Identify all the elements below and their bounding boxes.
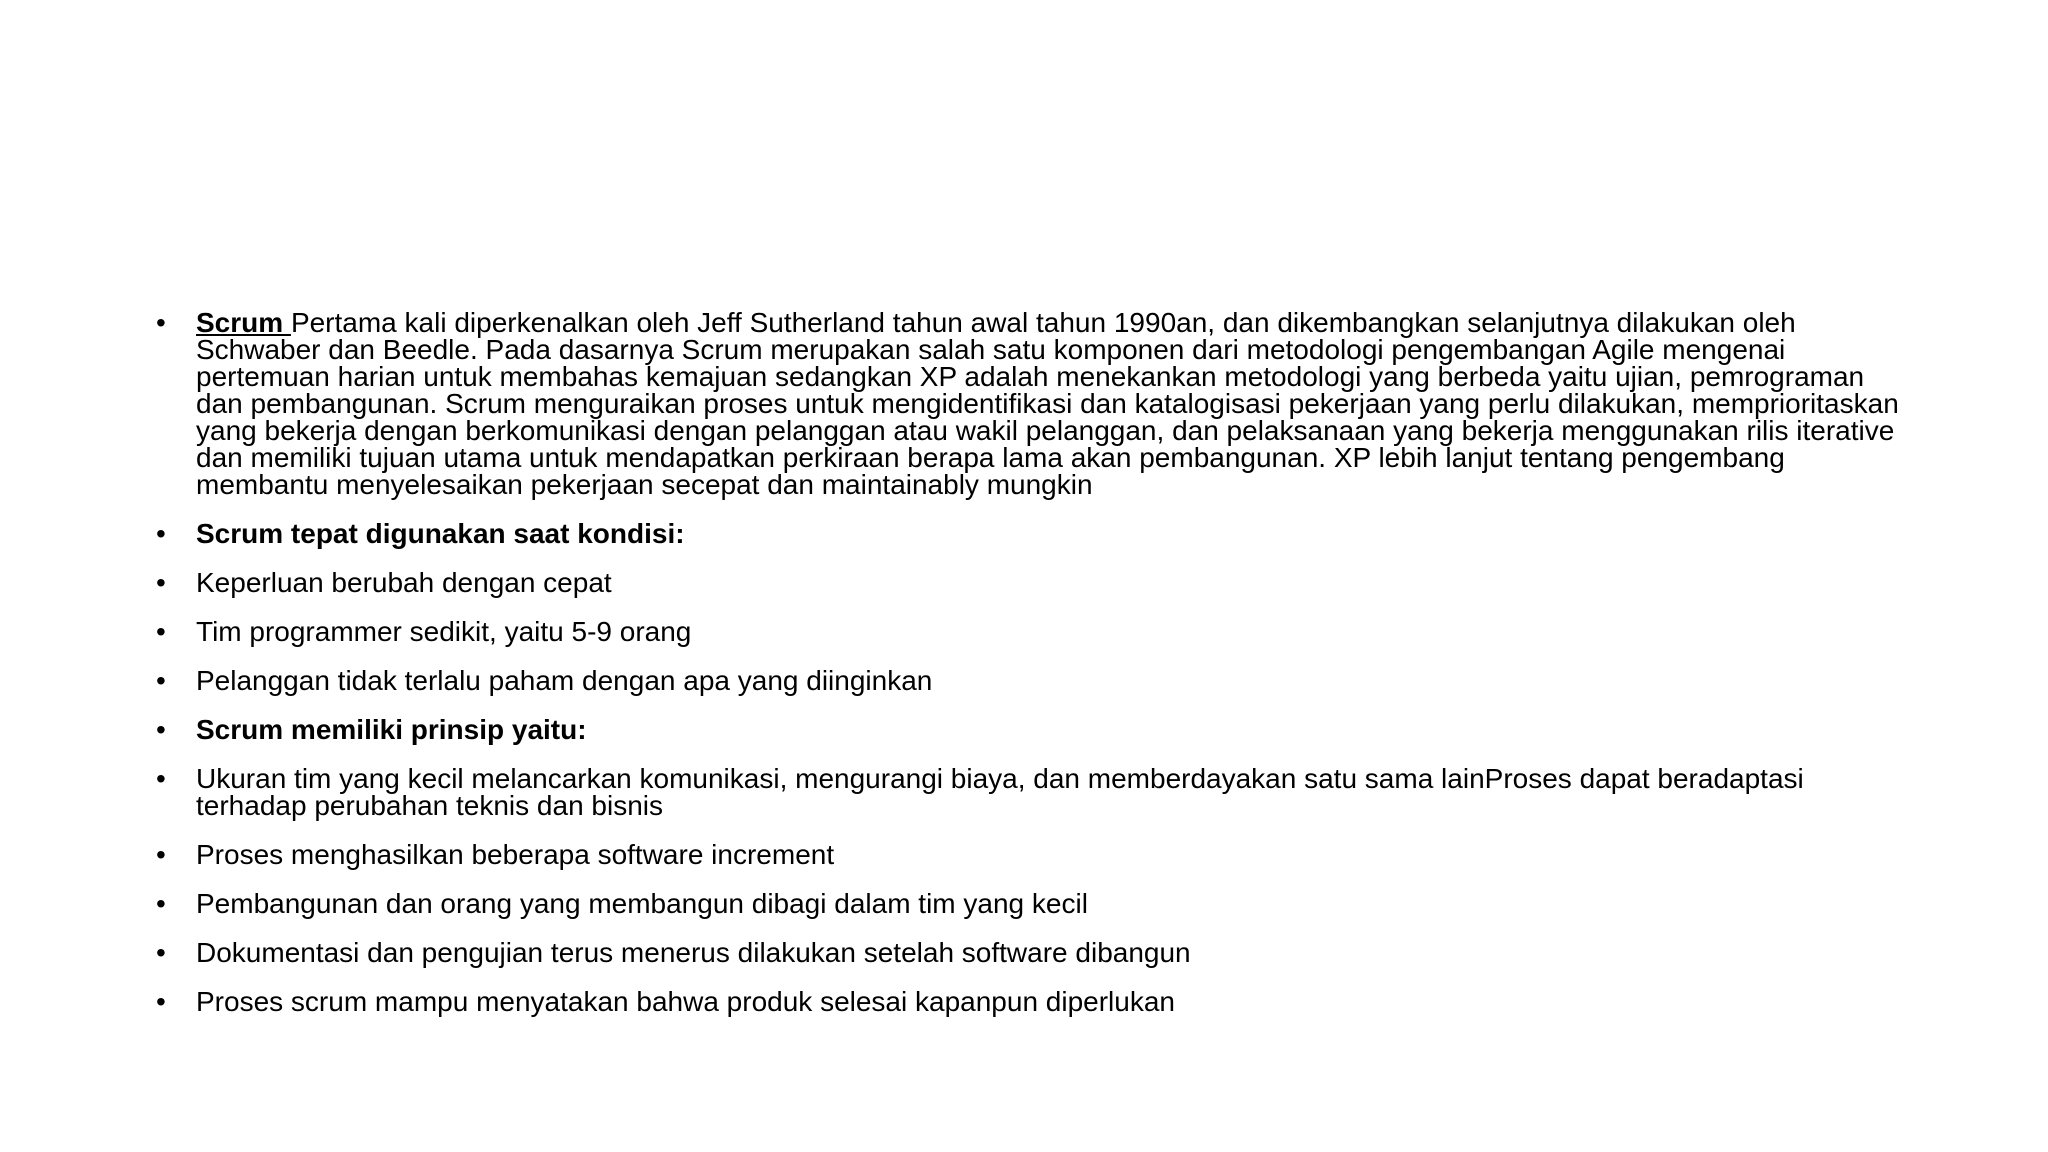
- bullet-list: [152, 309, 1912, 1015]
- bullet-principle: [152, 988, 1912, 1015]
- bullet-dot-icon: •: [156, 888, 166, 919]
- bullet-condition: [152, 569, 1912, 596]
- principle-text: Dokumentasi dan pengujian terus menerus dilakukan setelah software dibangun: [196, 937, 1191, 968]
- slide-body: [152, 309, 1912, 1037]
- bullet-principles-heading: [152, 716, 1912, 743]
- bullet-principle: [152, 939, 1912, 966]
- bullet-dot-icon: •: [156, 665, 166, 696]
- bullet-condition: [152, 667, 1912, 694]
- principle-text: Proses menghasilkan beberapa software increment: [196, 839, 835, 870]
- bullet-dot-icon: •: [156, 839, 166, 870]
- principle-text: Proses scrum mampu menyatakan bahwa produk selesai kapanpun diperlukan: [196, 986, 1175, 1017]
- bullet-dot-icon: •: [156, 986, 166, 1017]
- intro-text: Pertama kali diperkenalkan oleh Jeff Sutherland tahun awal tahun 1990an, dan dikembangkan selanjutnya dilakukan oleh Schwaber dan Beedle. Pada dasarnya Scrum merupakan salah satu komponen dari metodologi pengembangan Agile mengenai pertemuan harian untuk membahas kemajuan sedangkan XP adalah menekankan metodologi yang berbeda yaitu ujian, pemrograman dan pembangunan. Scrum menguraikan proses untuk mengidentifikasi dan katalogisasi pekerjaan yang perlu dilakukan, memprioritaskan yang bekerja dengan berkomunikasi dengan pelanggan atau wakil pelanggan, dan pelaksanaan yang bekerja menggunakan rilis iterative dan memiliki tujuan utama untuk mendapatkan perkiraan berapa lama akan pembangunan. XP lebih lanjut tentang pengembang membantu menyelesaikan pekerjaan secepat dan maintainably mungkin: [196, 307, 1899, 500]
- bullet-dot-icon: •: [156, 518, 166, 549]
- bullet-dot-icon: •: [156, 763, 166, 794]
- principle-text: Ukuran tim yang kecil melancarkan komunikasi, mengurangi biaya, dan memberdayakan satu sama lainProses dapat beradaptasi terhadap perubahan teknis dan bisnis: [196, 763, 1804, 821]
- bullet-principle: [152, 890, 1912, 917]
- condition-text: Tim programmer sedikit, yaitu 5-9 orang: [196, 616, 692, 647]
- bullet-condition: [152, 618, 1912, 645]
- bullet-principle: [152, 765, 1912, 819]
- condition-text: Keperluan berubah dengan cepat: [196, 567, 612, 598]
- scrum-term: Scrum: [196, 307, 291, 338]
- bullet-dot-icon: •: [156, 714, 166, 745]
- principle-text: Pembangunan dan orang yang membangun dibagi dalam tim yang kecil: [196, 888, 1088, 919]
- bullet-intro: [152, 309, 1912, 498]
- bullet-dot-icon: •: [156, 307, 166, 338]
- bullet-principle: [152, 841, 1912, 868]
- condition-text: Pelanggan tidak terlalu paham dengan apa yang diinginkan: [196, 665, 933, 696]
- conditions-heading: Scrum tepat digunakan saat kondisi:: [196, 518, 685, 549]
- bullet-conditions-heading: [152, 520, 1912, 547]
- bullet-dot-icon: •: [156, 567, 166, 598]
- bullet-dot-icon: •: [156, 937, 166, 968]
- bullet-dot-icon: •: [156, 616, 166, 647]
- principles-heading: Scrum memiliki prinsip yaitu:: [196, 714, 587, 745]
